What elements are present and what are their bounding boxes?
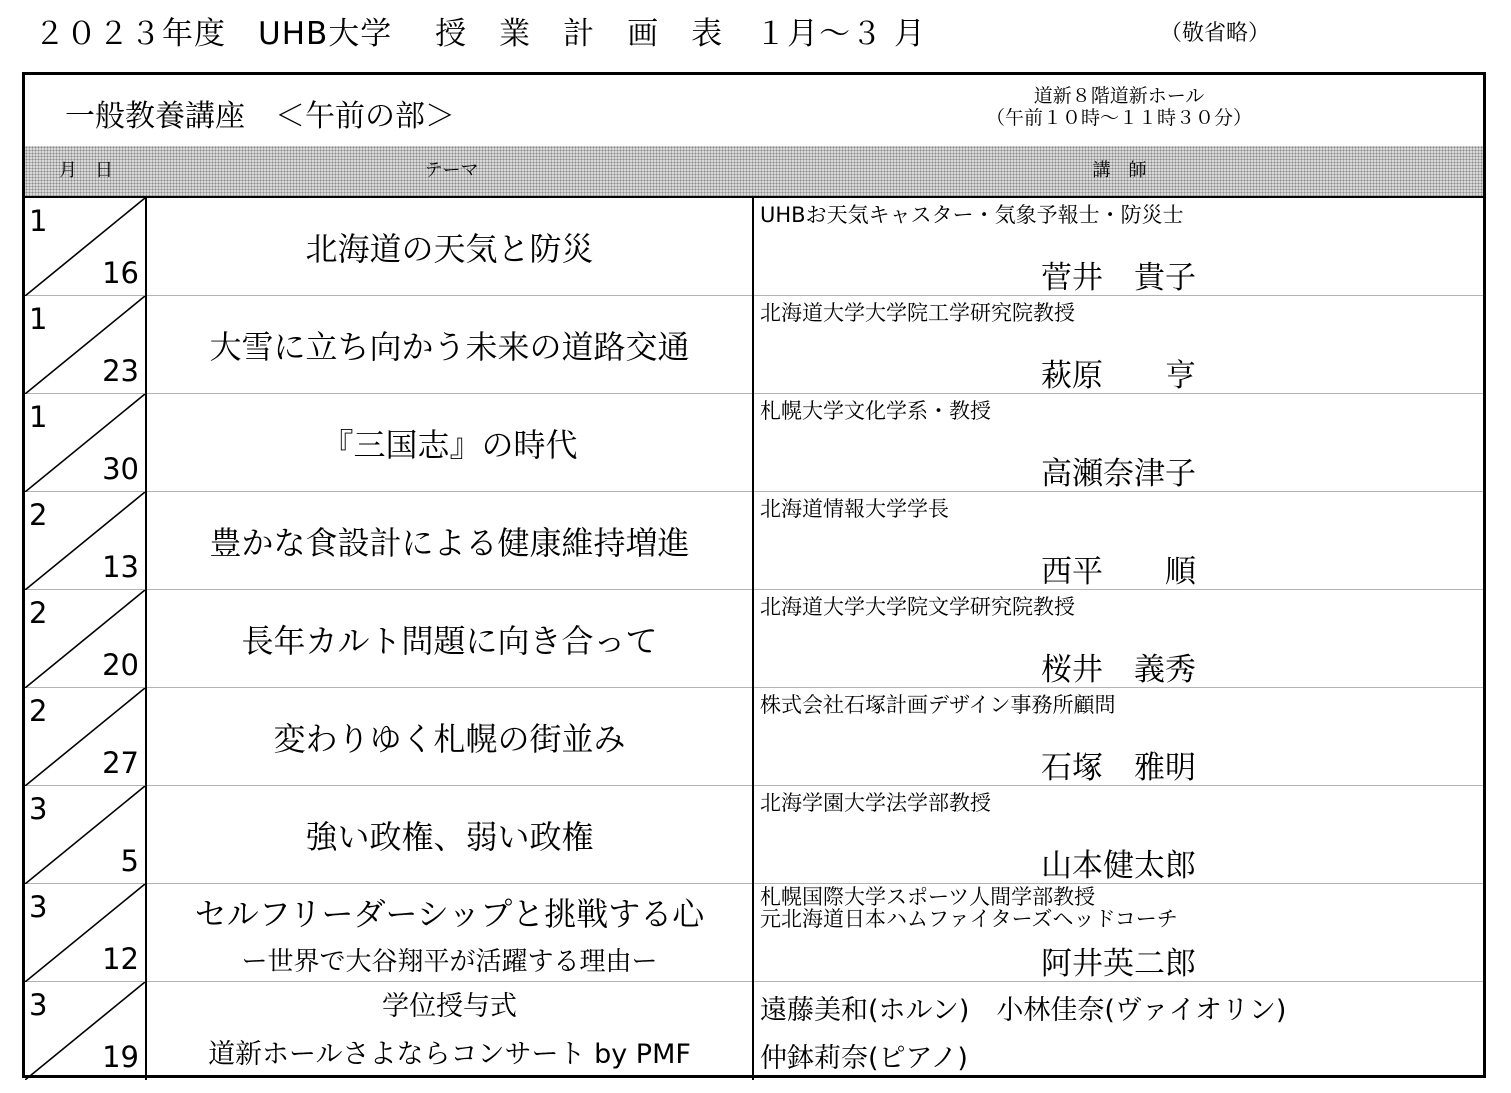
theme-cell <box>147 688 754 786</box>
lecture-theme: 強い政権、弱い政権 <box>305 818 594 856</box>
lecturer-affiliation: 株式会社石塚計画デザイン事務所顧問 <box>760 693 1116 717</box>
lecturer-name: 石塚 雅明 <box>1041 750 1196 786</box>
lecturer-affiliation: 北海道情報大学学長 <box>760 497 949 521</box>
lecturer-name: 萩原 亨 <box>1041 358 1196 394</box>
month: 3 <box>29 890 48 924</box>
lecture-theme: セルフリーダーシップと挑戦する心 <box>194 894 705 933</box>
day: 23 <box>102 354 139 388</box>
lecturer-cell <box>754 394 1483 492</box>
column-header-row <box>25 146 1483 198</box>
table-row-final <box>25 982 1483 1080</box>
lecturer-name: 高瀬奈津子 <box>1041 456 1196 492</box>
lecturer-cell <box>754 198 1483 296</box>
column-header-date: 月 日 <box>59 160 113 181</box>
date-cell <box>25 688 147 786</box>
column-header-theme: テーマ <box>424 160 479 181</box>
date-cell <box>25 982 147 1080</box>
day: 13 <box>102 550 139 584</box>
date-cell <box>25 296 147 394</box>
month: 2 <box>29 596 48 630</box>
ceremony-title: 学位授与式 <box>382 991 517 1022</box>
lecture-theme: 大雪に立ち向かう未来の道路交通 <box>209 328 690 366</box>
lecturer-name: 菅井 貴子 <box>1041 260 1196 296</box>
month: 2 <box>29 694 48 728</box>
lecture-theme: 『三国志』の時代 <box>321 426 578 464</box>
theme-cell <box>147 394 754 492</box>
performers-cell <box>754 982 1483 1080</box>
lecturer-cell <box>754 786 1483 884</box>
lecturer-cell <box>754 492 1483 590</box>
venue-time: （午前１０時～１１時３０分） <box>985 107 1252 129</box>
lecturer-name: 西平 順 <box>1041 554 1196 590</box>
theme-cell <box>147 198 754 296</box>
theme-cell <box>147 786 754 884</box>
table-row <box>25 786 1483 884</box>
date-cell <box>25 394 147 492</box>
month: 2 <box>29 498 48 532</box>
lecturer-affiliation <box>760 886 1178 930</box>
lecturer-cell <box>754 688 1483 786</box>
day: 5 <box>120 844 139 878</box>
table-row <box>25 296 1483 394</box>
lecturer-affiliation: 北海道大学大学院文学研究院教授 <box>760 595 1075 619</box>
lecture-theme: 長年カルト問題に向き合って <box>241 622 658 660</box>
theme-cell <box>147 296 754 394</box>
date-cell <box>25 884 147 982</box>
day: 20 <box>102 648 139 682</box>
venue-name: 道新８階道新ホール <box>1033 85 1205 107</box>
table-row <box>25 394 1483 492</box>
lecturer-name: 阿井英二郎 <box>1041 946 1196 982</box>
concert-title: 道新ホールさよならコンサート by PMF <box>208 1039 691 1070</box>
page-title: ２０２３年度 UHB大学 授 業 計 画 表 １月～３ 月 <box>34 16 926 52</box>
lecture-theme: 変わりゆく札幌の街並み <box>273 720 626 758</box>
date-cell <box>25 492 147 590</box>
month: 1 <box>29 204 48 238</box>
theme-cell <box>147 590 754 688</box>
month: 3 <box>29 792 48 826</box>
lecturer-former-position: 元北海道日本ハムファイターズヘッドコーチ <box>760 907 1178 931</box>
lecturer-cell <box>754 296 1483 394</box>
theme-cell <box>147 884 754 982</box>
month: 3 <box>29 988 48 1022</box>
venue-info <box>755 85 1483 129</box>
month: 1 <box>29 400 48 434</box>
lecturer-affiliation: 北海道大学大学院工学研究院教授 <box>760 301 1075 325</box>
lecturer-affiliation: UHBお天気キャスター・気象予報士・防災士 <box>760 203 1184 227</box>
day: 19 <box>102 1040 139 1074</box>
lecturer-affiliation: 北海学園大学法学部教授 <box>760 791 991 815</box>
schedule-table <box>22 72 1486 1078</box>
honorifics-omitted-note: （敬省略） <box>1160 21 1271 46</box>
date-cell <box>25 198 147 296</box>
day: 12 <box>102 942 139 976</box>
date-cell <box>25 786 147 884</box>
month: 1 <box>29 302 48 336</box>
lecturer-affiliation-line: 札幌国際大学スポーツ人間学部教授 <box>760 885 1096 909</box>
date-cell <box>25 590 147 688</box>
day: 16 <box>102 256 139 290</box>
lecture-theme: 北海道の天気と防災 <box>305 230 594 268</box>
table-row <box>25 198 1483 296</box>
lecture-theme-subtitle: ー世界で大谷翔平が活躍する理由ー <box>241 946 658 977</box>
lecturer-cell <box>754 884 1483 982</box>
performers-line: 遠藤美和(ホルン) 小林佳奈(ヴァイオリン) <box>760 995 1287 1026</box>
lecturer-name: 山本健太郎 <box>1041 848 1196 884</box>
day: 27 <box>102 746 139 780</box>
table-row <box>25 492 1483 590</box>
table-row <box>25 688 1483 786</box>
lecturer-name: 桜井 義秀 <box>1041 652 1196 688</box>
theme-cell <box>147 492 754 590</box>
column-header-lecturer: 講 師 <box>1092 160 1147 181</box>
session-banner <box>25 75 1483 148</box>
performers-line: 仲鉢莉奈(ピアノ) <box>760 1043 968 1074</box>
session-name: 一般教養講座 ＜午前の部＞ <box>65 99 455 134</box>
day: 30 <box>102 452 139 486</box>
table-row <box>25 884 1483 982</box>
theme-cell <box>147 982 754 1080</box>
lecturer-affiliation: 札幌大学文化学系・教授 <box>760 399 991 423</box>
schedule-rows <box>25 198 1483 1080</box>
table-row <box>25 590 1483 688</box>
lecturer-cell <box>754 590 1483 688</box>
lecture-theme: 豊かな食設計による健康維持増進 <box>209 524 690 562</box>
